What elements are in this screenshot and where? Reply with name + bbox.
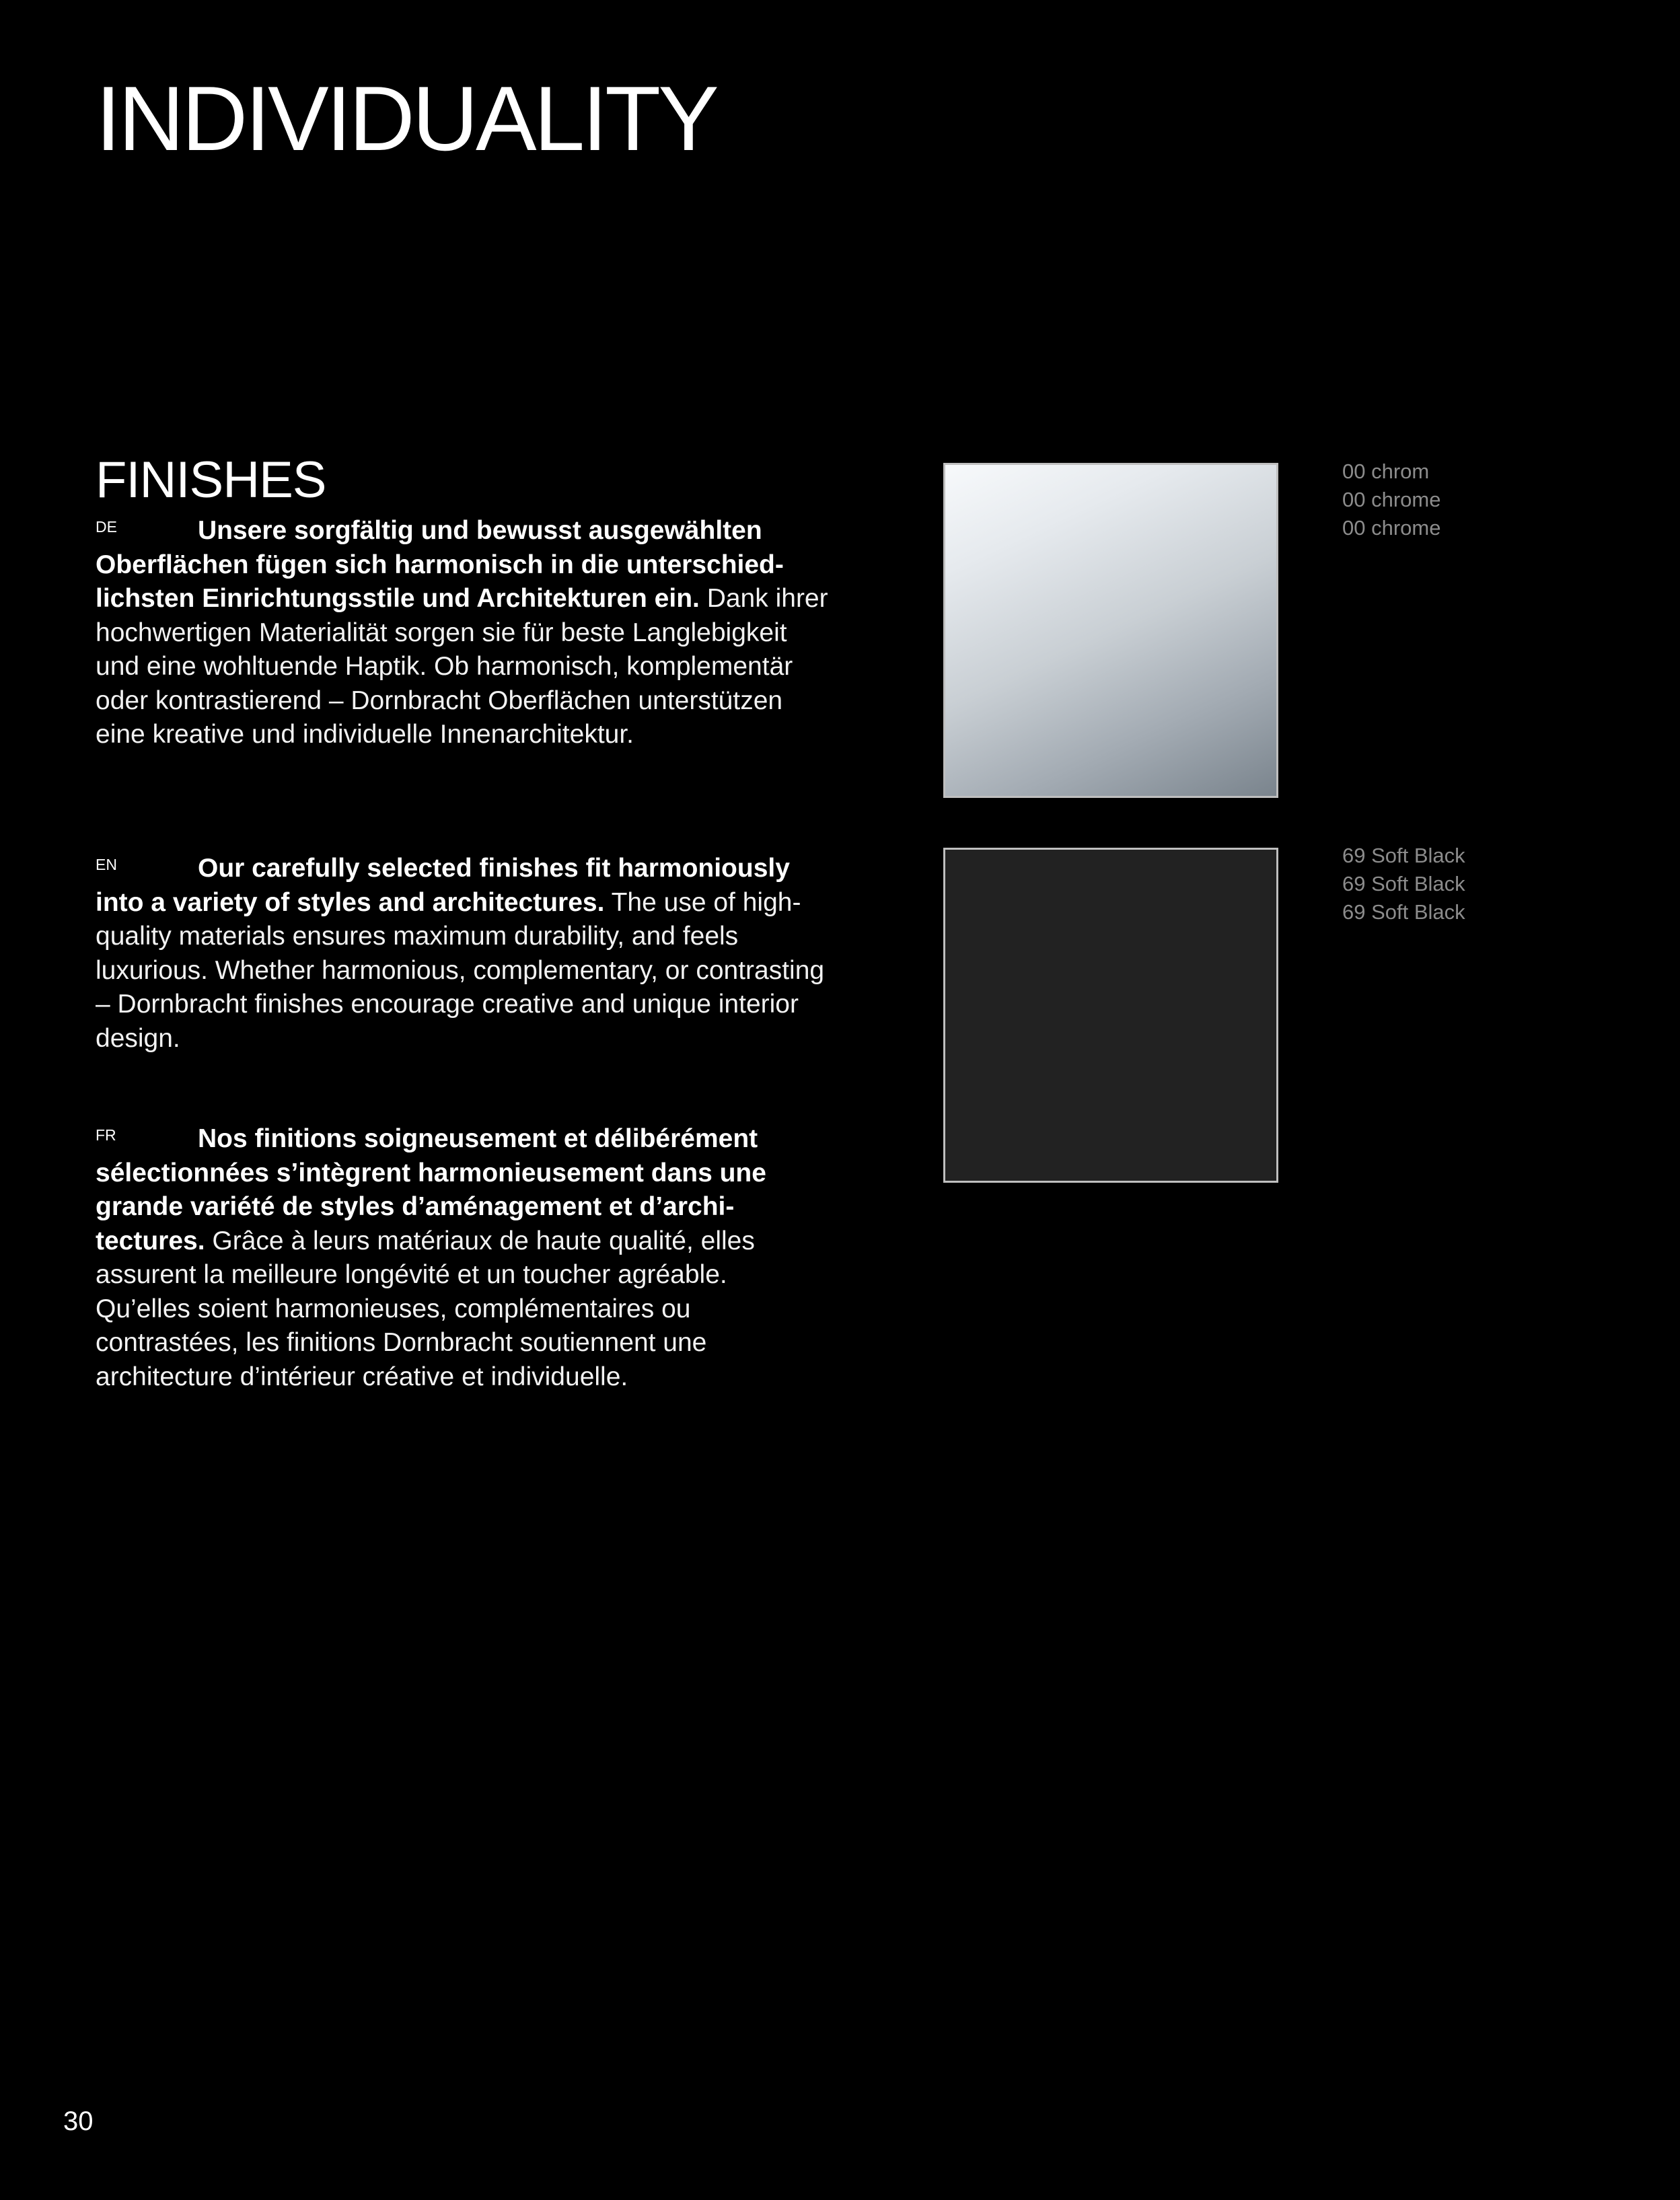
swatch-label-soft-black-en: 69 Soft Black — [1342, 872, 1465, 895]
finishes-heading: FINISHES — [96, 451, 326, 509]
page-number: 30 — [63, 2106, 94, 2136]
lead-text-fr: Nos finitions soigneusement et délibérément sélectionnées s’intègrent harmonieusement dans une grande variété de styles d’aménagement et d’architectures. — [96, 1124, 766, 1255]
swatch-label-soft-black — [1342, 842, 1465, 926]
swatch-soft-black — [943, 848, 1278, 1183]
swatch-label-chrome — [1342, 457, 1440, 542]
body-text-de: Dank ihrer hochwertigen Materialität sorgen sie für beste Langlebigkeit und eine wohltuende Haptik. Ob harmonisch, komplementär oder kontrastierend – Dornbracht Oberflächen unterstützen eine kreative und individuelle Innenarchitektur. — [96, 584, 828, 749]
paragraph-fr — [96, 1122, 829, 1394]
body-text-en: The use of high-quality materials ensures maximum durability, and feels luxurious. Whether harmonious, complementary, or contrasting – Dornbracht finishes encourage creative and unique interior design. — [96, 887, 825, 1053]
paragraph-en — [96, 852, 829, 1056]
page-title: INDIVIDUALITY — [96, 67, 717, 170]
swatch-label-soft-black-de: 69 Soft Black — [1342, 844, 1465, 867]
swatch-label-soft-black-fr: 69 Soft Black — [1342, 900, 1465, 924]
lead-text-de: Unsere sorgfältig und bewusst ausgewählten Oberflächen fügen sich harmonisch in die unterschiedlichsten Einrichtungsstile und Architekturen ein. — [96, 516, 784, 613]
paragraph-de — [96, 514, 829, 752]
language-tag-de: DE — [96, 518, 117, 536]
lead-text-en: Our carefully selected finishes fit harmoniously into a variety of styles and architectures. — [96, 854, 790, 917]
language-tag-fr: FR — [96, 1126, 116, 1144]
swatch-label-chrome-en: 00 chrome — [1342, 488, 1441, 511]
language-tag-en: EN — [96, 856, 117, 873]
swatch-label-chrome-de: 00 chrom — [1342, 460, 1430, 483]
swatch-label-chrome-fr: 00 chrome — [1342, 516, 1441, 540]
body-text-fr: Grâce à leurs matériaux de haute qualité, elles assurent la meilleure longévité et un toucher agréable. Qu’elles soient harmonieuses, complémentaires ou contrastées, les finitions Dornbracht soutiennent une architecture d’intérieur créative et individuelle. — [96, 1226, 755, 1391]
swatch-chrome — [943, 463, 1278, 798]
